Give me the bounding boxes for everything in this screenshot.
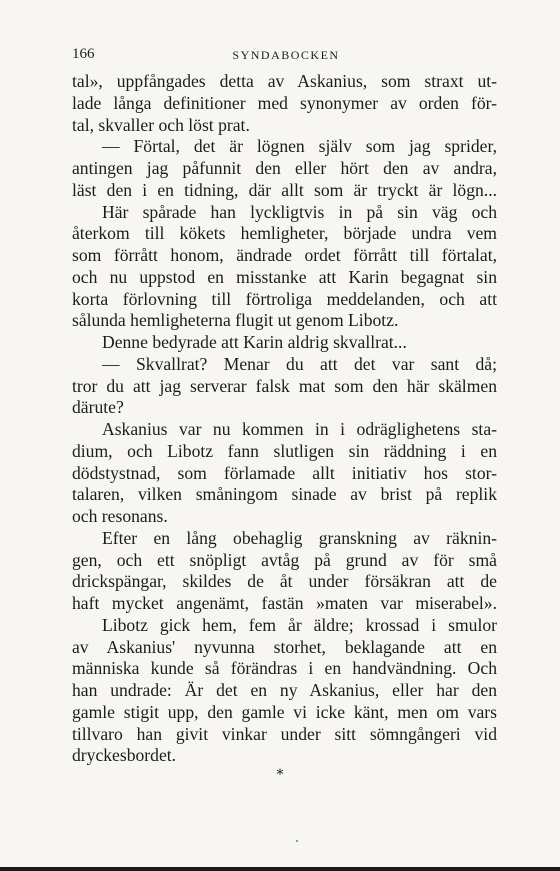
body-text <box>72 71 497 767</box>
text-line: människa kunde så förändras i en handvändning. Och <box>72 658 497 679</box>
text-line: sålunda hemligheterna flugit ut genom Libotz. <box>72 310 399 331</box>
text-line: tal, skvaller och löst prat. <box>72 114 250 135</box>
text-line: haft mycket angenämt, fastän »maten var miserabel». <box>72 593 497 613</box>
text-line: dödstystnad, som förlamade allt initiativ hos stor- <box>72 462 497 483</box>
text-line: dryckesbordet. <box>72 745 177 766</box>
page-bottom-edge <box>0 867 560 871</box>
text-line: Här spårade han lyckligtvis in på sin väg och <box>102 201 497 222</box>
text-line: antingen jag påfunnit den eller hört den av andra, <box>72 158 497 178</box>
text-line: som förrått honom, ändrade ordet förrått till förtalat, <box>72 245 497 265</box>
running-head: SYNDABOCKEN <box>232 48 340 62</box>
text-line: läst den i en tidning, där allt som är tryckt är lögn... <box>72 179 497 200</box>
text-line: Denne bedyrade att Karin aldrig skvallrat... <box>102 332 407 352</box>
text-line: han undrade: Är det en ny Askanius, eller har den <box>72 680 497 700</box>
text-line: återkom till kökets hemligheter, började undra vem <box>72 223 497 244</box>
text-line: korta förlovning till förtroliga meddelanden, och att <box>72 288 497 309</box>
text-line: och nu uppstod en misstanke att Karin begagnat sin <box>72 266 497 287</box>
text-line: talaren, vilken småningom sinade av brist på replik <box>72 484 497 505</box>
text-line: gamle stigit upp, den gamle vi icke känt, men om vars <box>72 701 497 722</box>
text-line: och resonans. <box>72 506 168 526</box>
text-line: Libotz gick hem, fem år äldre; krossad i smulor <box>102 614 497 635</box>
text-line: tal», uppfångades detta av Askanius, som straxt ut- <box>72 71 497 91</box>
text-line: gen, och ett snöpligt avtåg på grund av för små <box>72 549 497 570</box>
text-line: lade långa definitioner med synonymer av orden för- <box>72 92 497 113</box>
text-line: drickspängar, skildes de åt under försäkran att de <box>72 571 497 592</box>
text-line: av Askanius' nyvunna storhet, beklagande att en <box>72 636 497 657</box>
text-line: Askanius var nu kommen in i odräglighetens sta- <box>102 419 497 439</box>
text-line: Efter en lång obehaglig granskning av räknin- <box>102 527 497 548</box>
text-line: dium, och Libotz fann slutligen sin räddning i en <box>72 440 497 461</box>
text-line: — Förtal, det är lögnen själv som jag sprider, <box>102 136 497 157</box>
page-number: 166 <box>72 46 95 62</box>
text-line: tillvaro han givit vinkar under sitt sömngångeri vid <box>72 723 497 744</box>
text-line: — Skvallrat? Menar du att det var sant då; <box>102 353 497 374</box>
text-line: därute? <box>72 397 124 418</box>
print-speck <box>296 840 298 842</box>
page-header <box>72 46 500 66</box>
section-ornament: * <box>276 767 284 783</box>
text-line: tror du att jag serverar falsk mat som den här skälmen <box>72 375 497 396</box>
